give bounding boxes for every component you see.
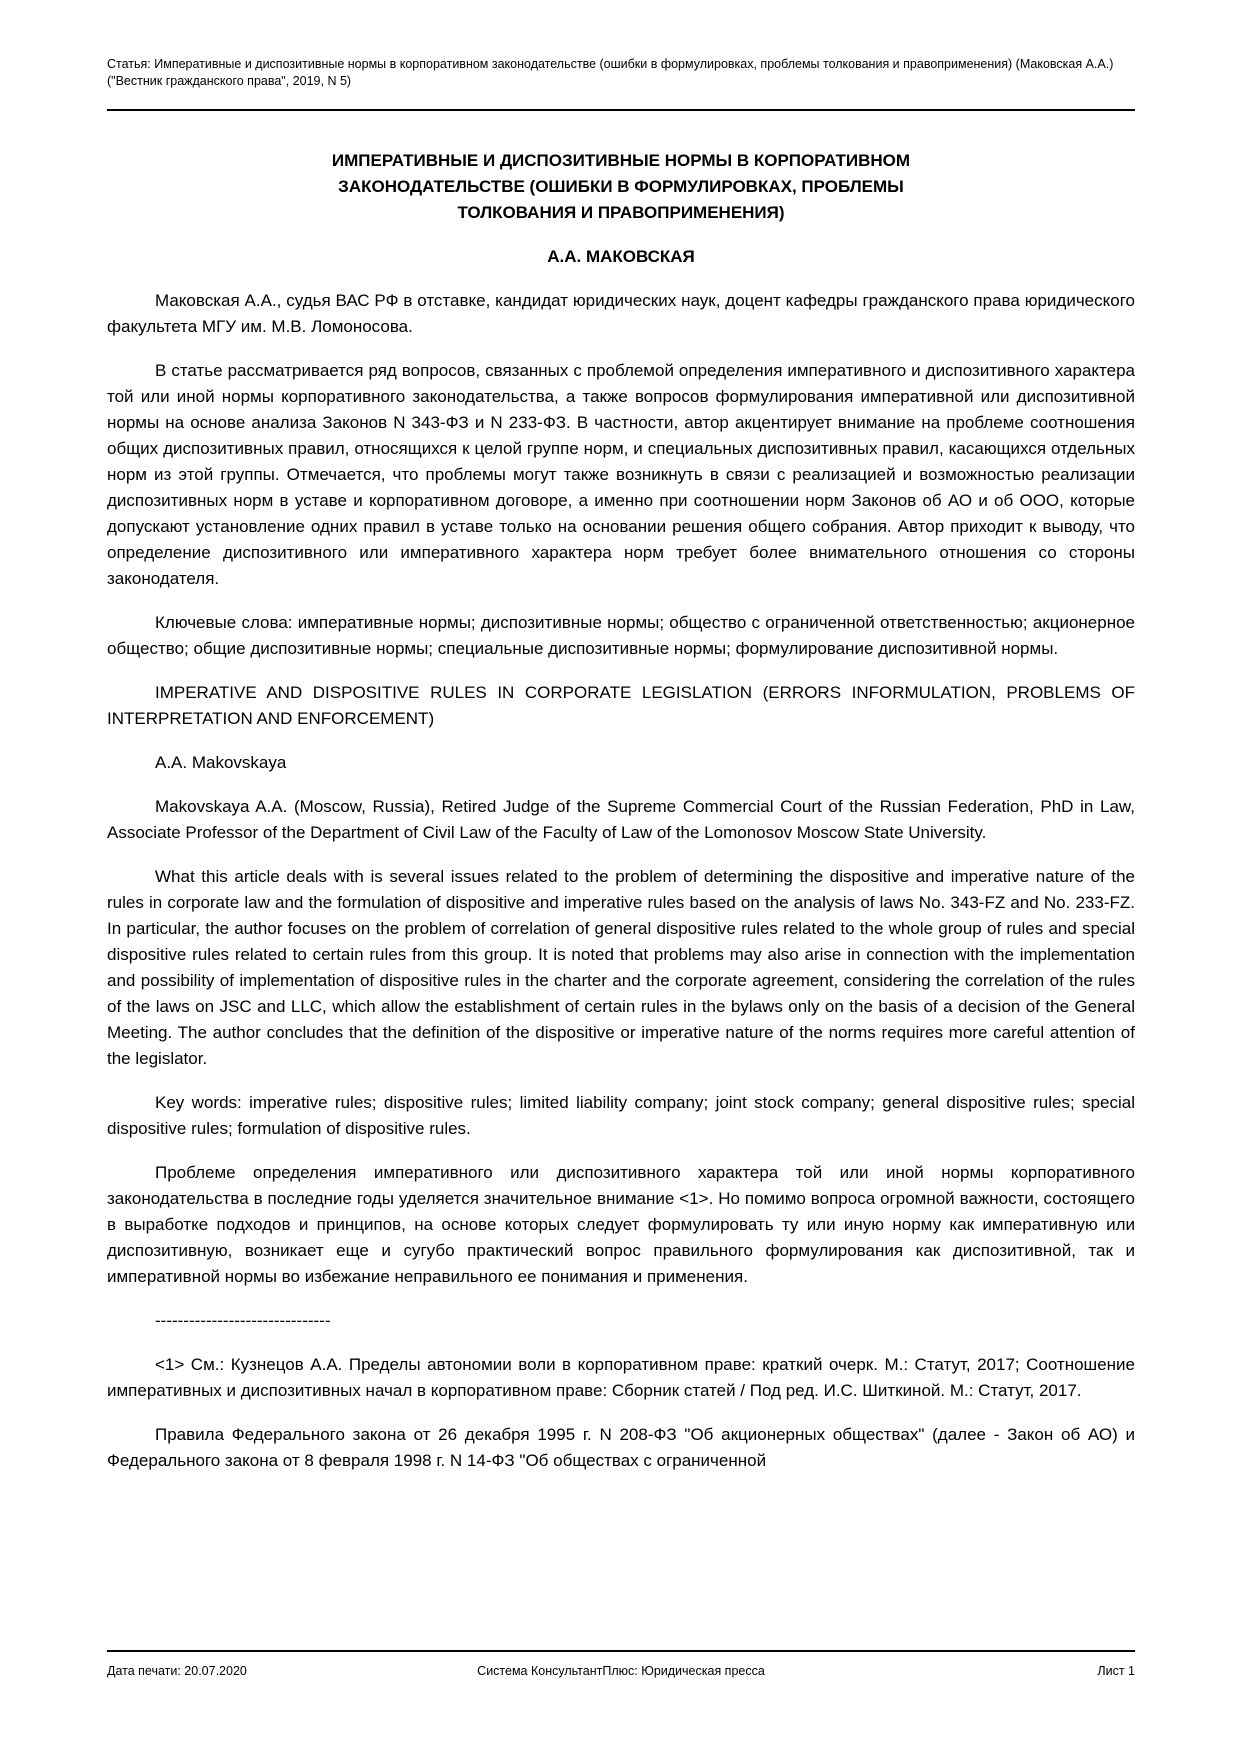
footnote-separator: ------------------------------- — [155, 1311, 331, 1330]
author-bio-en: Makovskaya A.A. (Moscow, Russia), Retired Judge of the Supreme Commercial Court of the Russian Federation, PhD in Law, Associate Professor of the Department of Civil Law of the Faculty of Law of the Lomonosov Moscow State University. — [107, 797, 1135, 842]
abstract-en: What this article deals with is several issues related to the problem of determining the dispositive and imperative nature of the rules in corporate law and the formulation of dispositive and imperative rules based on the analysis of laws No. 343-FZ and No. 233-FZ. In particular, the author focuses on the problem of correlation of general dispositive rules related to the whole group of rules and special dispositive rules related to certain rules from this group. It is noted that problems may also arise in connection with the implementation and possibility of implementation of dispositive rules in the charter and the corporate agreement, considering the correlation of the rules of the laws on JSC and LLC, which allow the establishment of certain rules in the bylaws only on the basis of a decision of the General Meeting. The author concludes that the definition of the dispositive or imperative nature of the norms requires more careful attention of the legislator. — [107, 867, 1135, 1068]
article-title-en: IMPERATIVE AND DISPOSITIVE RULES IN CORPORATE LEGISLATION (ERRORS INFORMULATION, PROBLEMS OF INTERPRETATION AND ENFORCEMENT) — [107, 683, 1135, 728]
document-header — [107, 56, 1135, 90]
footer-sheet-number: Лист 1 — [1097, 1664, 1135, 1678]
header-divider — [107, 109, 1135, 111]
document-footer — [107, 1663, 1135, 1680]
header-source-reference: ("Вестник гражданского права", 2019, N 5) — [107, 74, 352, 88]
footer-system-name: Система КонсультантПлюс: Юридическая пресса — [477, 1664, 765, 1678]
keywords-en: Key words: imperative rules; dispositive rules; limited liability company; joint stock company; general dispositive rules; special dispositive rules; formulation of dispositive rules. — [107, 1093, 1135, 1138]
body-paragraph-2: Правила Федерального закона от 26 декабря 1995 г. N 208-ФЗ "Об акционерных обществах" (далее - Закон об АО) и Федерального закона от 8 февраля 1998 г. N 14-ФЗ "Об обществах с ограниченной — [107, 1425, 1135, 1470]
article-title-line-3: ТОЛКОВАНИЯ И ПРАВОПРИМЕНЕНИЯ) — [457, 203, 785, 222]
article-title — [107, 148, 1135, 226]
author-bio-ru: Маковская А.А., судья ВАС РФ в отставке, кандидат юридических наук, доцент кафедры гражданского права юридического факультета МГУ им. М.В. Ломоносова. — [107, 291, 1135, 336]
footer-print-date: Дата печати: 20.07.2020 — [107, 1664, 247, 1678]
footer-divider — [107, 1650, 1135, 1652]
article-author: А.А. МАКОВСКАЯ — [547, 247, 695, 266]
article-title-line-2: ЗАКОНОДАТЕЛЬСТВЕ (ОШИБКИ В ФОРМУЛИРОВКАХ, ПРОБЛЕМЫ — [338, 177, 904, 196]
footnote-1: <1> См.: Кузнецов А.А. Пределы автономии воли в корпоративном праве: краткий очерк. М.: Статут, 2017; Соотношение императивных и диспозитивных начал в корпоративном праве: Сборник статей / Под ред. И.С. Шиткиной. М.: Статут, 2017. — [107, 1355, 1135, 1400]
article-author-en: A.A. Makovskaya — [155, 753, 287, 772]
body-paragraph-1: Проблеме определения императивного или диспозитивного характера той или иной нормы корпоративного законодательства в последние годы уделяется значительное внимание <1>. Но помимо вопроса огромной важности, состоящего в выработке подходов и принципов, на основе которых следует формулировать ту или иную норму как императивную или диспозитивную, возникает еще и сугубо практический вопрос правильного формулирования как диспозитивной, так и императивной нормы во избежание неправильного ее понимания и применения. — [107, 1163, 1135, 1286]
header-article-reference: Статья: Императивные и диспозитивные нормы в корпоративном законодательстве (ошибки в формулировках, проблемы толкования и правоприменения) (Маковская А.А.) — [107, 57, 1114, 71]
article-body — [107, 148, 1135, 1474]
abstract-ru: В статье рассматривается ряд вопросов, связанных с проблемой определения императивного и диспозитивного характера той или иной нормы корпоративного законодательства, а также вопросов формулирования императивной или диспозитивной нормы на основе анализа Законов N 343-ФЗ и N 233-ФЗ. В частности, автор акцентирует внимание на проблеме соотношения общих диспозитивных правил, относящихся к целой группе норм, и специальных диспозитивных правил, касающихся отдельных норм из этой группы. Отмечается, что проблемы могут также возникнуть в связи с реализацией и возможностью реализации диспозитивных норм в уставе и корпоративном договоре, а именно при соотношении норм Законов об АО и об ООО, которые допускают установление одних правил в уставе только на основании решения общего собрания. Автор приходит к выводу, что определение диспозитивного или императивного характера норм требует более внимательного отношения со стороны законодателя. — [107, 361, 1135, 588]
keywords-ru: Ключевые слова: императивные нормы; диспозитивные нормы; общество с ограниченной ответственностью; акционерное общество; общие диспозитивные нормы; специальные диспозитивные нормы; формулирование диспозитивной нормы. — [107, 613, 1135, 658]
article-title-line-1: ИМПЕРАТИВНЫЕ И ДИСПОЗИТИВНЫЕ НОРМЫ В КОРПОРАТИВНОМ — [331, 151, 911, 170]
